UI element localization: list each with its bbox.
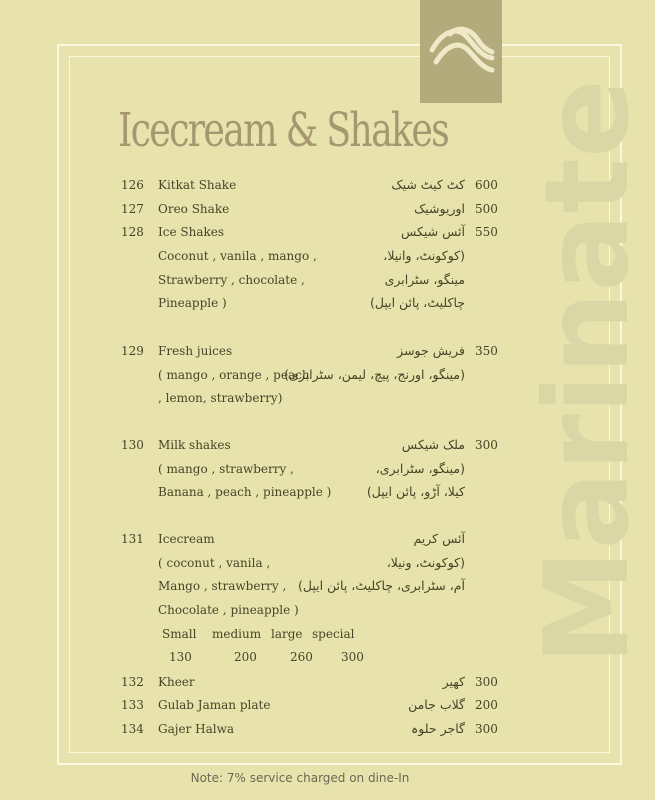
item-price: 550: [475, 225, 498, 239]
item-description: ( mango , orange , peach: [158, 368, 310, 382]
item-name: Milk shakes: [158, 438, 231, 452]
item-name-urdu: آئس کریم: [413, 531, 465, 546]
item-name-urdu: اوریوشیک: [414, 201, 465, 216]
item-number: 133: [121, 698, 144, 712]
item-name: Gulab Jaman plate: [158, 698, 271, 712]
item-price: 300: [475, 675, 498, 689]
item-description: Coconut , vanila , mango ,: [158, 249, 317, 263]
item-name: Gajer Halwa: [158, 722, 234, 736]
item-description: ( mango , strawberry ,: [158, 462, 294, 476]
item-price: 300: [475, 438, 498, 452]
item-description-urdu: (مینگو، اورنج، پیچ، لیمن، سٹرابری): [284, 367, 465, 382]
item-description-urdu: چاکلیٹ، پائن ایپل): [369, 295, 465, 310]
item-name-urdu: کھیر: [442, 674, 465, 689]
size-label: special: [312, 627, 355, 641]
item-name: Ice Shakes: [158, 225, 225, 239]
size-label: medium: [212, 627, 262, 641]
item-name-urdu: ملک شیکس: [401, 437, 465, 452]
brand-watermark: Marinate: [520, 79, 655, 665]
item-number: 129: [121, 344, 144, 358]
item-number: 130: [121, 438, 144, 452]
item-name-urdu: کٹ کیٹ شیک: [391, 177, 465, 192]
item-description-urdu: مینگو، سٹرابری: [384, 272, 465, 287]
brand-logo-icon: [420, 0, 502, 103]
item-name: Oreo Shake: [158, 202, 230, 216]
item-price: 350: [475, 344, 498, 358]
item-number: 134: [121, 722, 144, 736]
size-price: 260: [290, 650, 313, 664]
service-charge-note: Note: 7% service charged on dine-In: [190, 771, 410, 785]
item-description: Pineapple ): [158, 296, 227, 310]
item-price: 300: [475, 722, 498, 736]
item-number: 126: [121, 178, 144, 192]
item-name: Icecream: [158, 532, 215, 546]
item-description-urdu: کیلا، آڑو، پائن ایپل): [366, 484, 465, 499]
size-price: 200: [234, 650, 257, 664]
size-price: 130: [169, 650, 192, 664]
item-name-urdu: گاجر حلوہ: [410, 721, 465, 736]
item-description: , lemon, strawberry): [158, 391, 283, 405]
size-label: large: [271, 627, 303, 641]
size-label: Small: [162, 627, 197, 641]
item-description: Banana , peach , pineapple ): [158, 485, 332, 499]
item-description: Mango , strawberry ,: [158, 579, 287, 593]
item-description: Chocolate , pineapple ): [158, 603, 299, 617]
size-price: 300: [341, 650, 364, 664]
item-description-urdu: (مینگو، سٹرابری،: [375, 461, 465, 476]
item-name: Kheer: [158, 675, 195, 689]
item-number: 127: [121, 202, 144, 216]
item-price: 600: [475, 178, 498, 192]
item-price: 200: [475, 698, 498, 712]
item-name-urdu: آئس شیکس: [401, 224, 465, 239]
item-description-urdu: آم، سٹرابری، چاکلیٹ، پائن ایپل): [297, 578, 465, 593]
item-number: 131: [121, 532, 144, 546]
item-description: Strawberry , chocolate ,: [158, 273, 305, 287]
item-name: Kitkat Shake: [158, 178, 237, 192]
item-price: 500: [475, 202, 498, 216]
item-number: 132: [121, 675, 144, 689]
item-name-urdu: فریش جوسز: [397, 343, 465, 358]
item-description-urdu: (کوکونٹ، وانیلا،: [383, 248, 465, 263]
logo-box: [420, 0, 502, 103]
item-description: ( coconut , vanila ,: [158, 556, 271, 570]
item-name-urdu: گلاب جامن: [408, 697, 465, 712]
item-name: Fresh juices: [158, 344, 233, 358]
page-title: Icecream & Shakes: [118, 103, 449, 158]
item-description-urdu: (کوکونٹ، ونیلا،: [386, 555, 465, 570]
item-number: 128: [121, 225, 144, 239]
